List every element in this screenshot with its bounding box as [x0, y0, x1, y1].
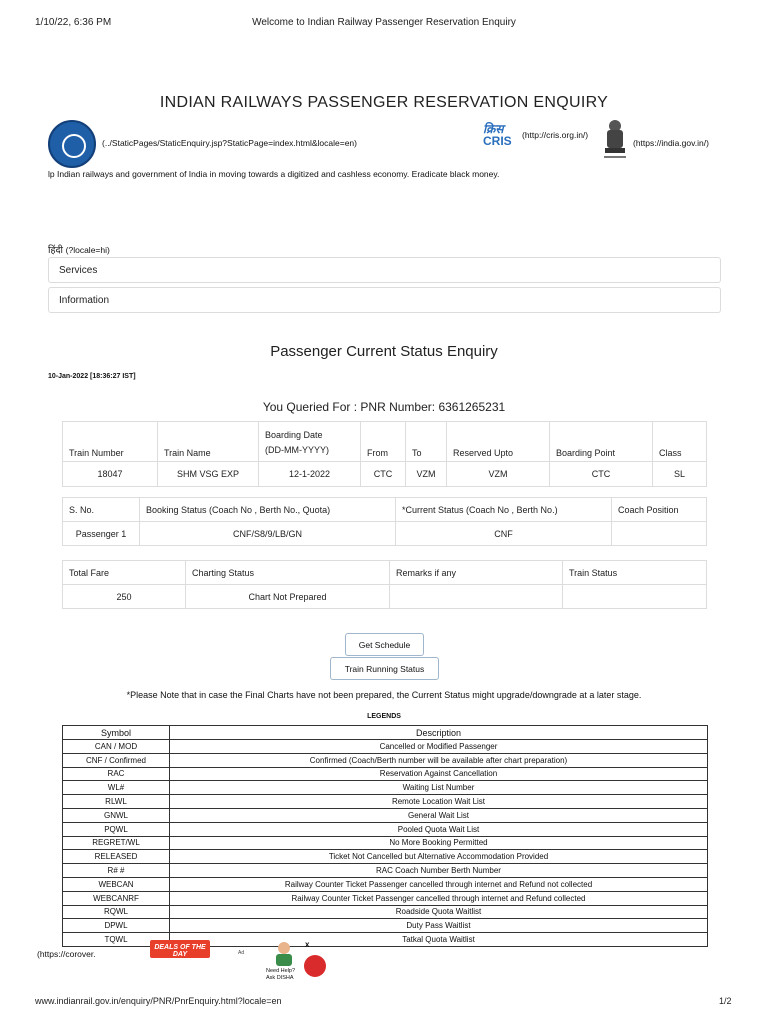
table-cell: 12-1-2022: [259, 462, 361, 487]
table-header-cell: *Current Status (Coach No , Berth No.): [396, 498, 612, 522]
table-header-cell: Reserved Upto: [447, 422, 550, 462]
table-row: [63, 836, 708, 850]
legend-symbol: CNF / Confirmed: [63, 753, 170, 767]
legend-description: Duty Pass Waitlist: [170, 919, 708, 933]
legend-symbol: CAN / MOD: [63, 740, 170, 754]
table-cell: CNF: [396, 522, 612, 546]
cris-logo-hindi: क्रिस: [483, 122, 504, 136]
enquiry-timestamp: 10-Jan-2022 [18:36:27 IST]: [48, 373, 136, 380]
legend-description: Roadside Quota Waitlist: [170, 905, 708, 919]
marquee-ticker: lp Indian railways and government of India in moving towards a digitized and cashless economy. Eradicate black money.: [48, 169, 500, 179]
table-cell: CTC: [361, 462, 406, 487]
legend-symbol: WEBCAN: [63, 877, 170, 891]
table-row: [63, 740, 708, 754]
print-header: [0, 17, 768, 31]
footer-url: www.indianrail.gov.in/enquiry/PNR/PnrEnquiry.html?locale=en: [35, 996, 282, 1006]
table-cell: CNF/S8/9/LB/GN: [140, 522, 396, 546]
table-row: [63, 753, 708, 767]
legend-description: Remote Location Wait List: [170, 795, 708, 809]
table-cell: 18047: [63, 462, 158, 487]
table-row: [63, 891, 708, 905]
table-header-row: [63, 498, 707, 522]
nav-information[interactable]: Information: [48, 287, 721, 313]
legend-symbol: RELEASED: [63, 850, 170, 864]
legend-description: Pooled Quota Wait List: [170, 822, 708, 836]
table-header-cell: S. No.: [63, 498, 140, 522]
legends-title: LEGENDS: [367, 713, 401, 720]
legend-description: Railway Counter Ticket Passenger cancelled through internet and Refund collected: [170, 891, 708, 905]
table-header-cell: To: [406, 422, 447, 462]
table-header-row: [63, 561, 707, 585]
legend-description: Confirmed (Coach/Berth number will be available after chart preparation): [170, 753, 708, 767]
table-cell: [563, 585, 707, 609]
table-row: [63, 905, 708, 919]
legend-symbol: RLWL: [63, 795, 170, 809]
legend-symbol: RQWL: [63, 905, 170, 919]
help-line-2: Ask DISHA: [266, 975, 294, 981]
fare-chart-table: [62, 560, 707, 609]
language-link[interactable]: (?locale=hi): [65, 245, 110, 255]
legend-symbol: WEBCANRF: [63, 891, 170, 905]
table-header-cell: Total Fare: [63, 561, 186, 585]
table-row: [63, 850, 708, 864]
national-emblem-icon[interactable]: [600, 118, 630, 164]
table-header-row: [63, 422, 707, 462]
table-header-cell: Train Status: [563, 561, 707, 585]
table-cell: VZM: [406, 462, 447, 487]
table-cell: Chart Not Prepared: [186, 585, 390, 609]
corover-link[interactable]: (https://corover.: [37, 949, 96, 959]
legend-description: Tatkal Quota Waitlist: [170, 933, 708, 947]
table-row: [63, 462, 707, 487]
site-title: INDIAN RAILWAYS PASSENGER RESERVATION ENQUIRY: [159, 94, 609, 111]
legend-description: Reservation Against Cancellation: [170, 767, 708, 781]
table-cell: [612, 522, 707, 546]
table-header-cell: Booking Status (Coach No , Berth No., Quota): [140, 498, 396, 522]
table-row: [63, 767, 708, 781]
train-details-table: [62, 421, 707, 487]
legend-description: RAC Coach Number Berth Number: [170, 864, 708, 878]
page-number: 1/2: [719, 996, 732, 1006]
legend-symbol: REGRET/WL: [63, 836, 170, 850]
table-cell: [390, 585, 563, 609]
cris-link[interactable]: (http://cris.org.in/): [522, 130, 589, 140]
table-header-cell: Coach Position: [612, 498, 707, 522]
legend-description: Cancelled or Modified Passenger: [170, 740, 708, 754]
table-row: [63, 585, 707, 609]
table-header-cell: From: [361, 422, 406, 462]
legend-description: Railway Counter Ticket Passenger cancelled through internet and Refund not collected: [170, 877, 708, 891]
table-header-cell: Charting Status: [186, 561, 390, 585]
legend-symbol: WL#: [63, 781, 170, 795]
passenger-status-table: [62, 497, 707, 546]
language-label[interactable]: हिंदी: [48, 245, 64, 256]
cris-logo-text: CRIS: [483, 134, 512, 148]
legend-symbol: GNWL: [63, 808, 170, 822]
chart-note: *Please Note that in case the Final Charts have not been prepared, the Current Status might upgrade/downgrade at a later stage.: [126, 690, 642, 700]
table-row: [63, 877, 708, 891]
ad-badge-icon[interactable]: [304, 955, 326, 977]
table-header-cell: Class: [653, 422, 707, 462]
cris-logo[interactable]: [483, 123, 521, 149]
legend-description: Ticket Not Cancelled but Alternative Accommodation Provided: [170, 850, 708, 864]
table-cell: CTC: [550, 462, 653, 487]
print-datetime: 1/10/22, 6:36 PM: [35, 17, 112, 28]
table-row: [63, 919, 708, 933]
deals-banner[interactable]: DEALS OF THE DAY: [150, 940, 210, 958]
table-row: [63, 522, 707, 546]
legend-description: No More Booking Permitted: [170, 836, 708, 850]
disha-avatar-icon[interactable]: [266, 940, 302, 966]
table-header-cell: Train Number: [63, 422, 158, 462]
legend-symbol: DPWL: [63, 919, 170, 933]
nav-services[interactable]: Services: [48, 257, 721, 283]
table-cell: VZM: [447, 462, 550, 487]
close-icon[interactable]: x: [305, 940, 310, 949]
table-cell: SL: [653, 462, 707, 487]
table-header-cell: Train Name: [158, 422, 259, 462]
table-row: [63, 864, 708, 878]
table-cell: 250: [63, 585, 186, 609]
language-switch[interactable]: [48, 243, 110, 256]
legends-table: [62, 725, 708, 947]
legend-symbol: PQWL: [63, 822, 170, 836]
enquiry-title: Passenger Current Status Enquiry: [270, 343, 498, 360]
legend-symbol: RAC: [63, 767, 170, 781]
help-line-1: Need Help?: [266, 968, 296, 974]
queried-pnr: You Queried For : PNR Number: 6361265231: [262, 400, 506, 414]
table-row: [63, 808, 708, 822]
legend-description: Waiting List Number: [170, 781, 708, 795]
train-running-status-button[interactable]: Train Running Status: [330, 657, 439, 680]
india-gov-link[interactable]: (https://india.gov.in/): [633, 138, 709, 148]
table-header-cell: Boarding Point: [550, 422, 653, 462]
table-row: [63, 822, 708, 836]
table-cell: Passenger 1: [63, 522, 140, 546]
table-row: [63, 781, 708, 795]
logo-link[interactable]: (../StaticPages/StaticEnquiry.jsp?StaticPage=index.html&locale=en): [102, 138, 357, 148]
disha-help-text[interactable]: [266, 968, 295, 982]
table-cell: SHM VSG EXP: [158, 462, 259, 487]
legend-symbol: TQWL: [63, 933, 170, 947]
table-row: [63, 795, 708, 809]
indian-railways-logo[interactable]: [48, 120, 96, 168]
table-header-cell: Boarding Date (DD-MM-YYYY): [259, 422, 361, 462]
table-header-cell: Symbol: [63, 726, 170, 740]
get-schedule-button[interactable]: Get Schedule: [345, 633, 424, 656]
table-header-row: [63, 726, 708, 740]
print-page-title: Welcome to Indian Railway Passenger Reservation Enquiry: [252, 17, 516, 28]
table-header-cell: Description: [170, 726, 708, 740]
table-header-cell: Remarks if any: [390, 561, 563, 585]
legend-symbol: R# #: [63, 864, 170, 878]
ad-label: Ad: [238, 950, 245, 956]
legend-description: General Wait List: [170, 808, 708, 822]
